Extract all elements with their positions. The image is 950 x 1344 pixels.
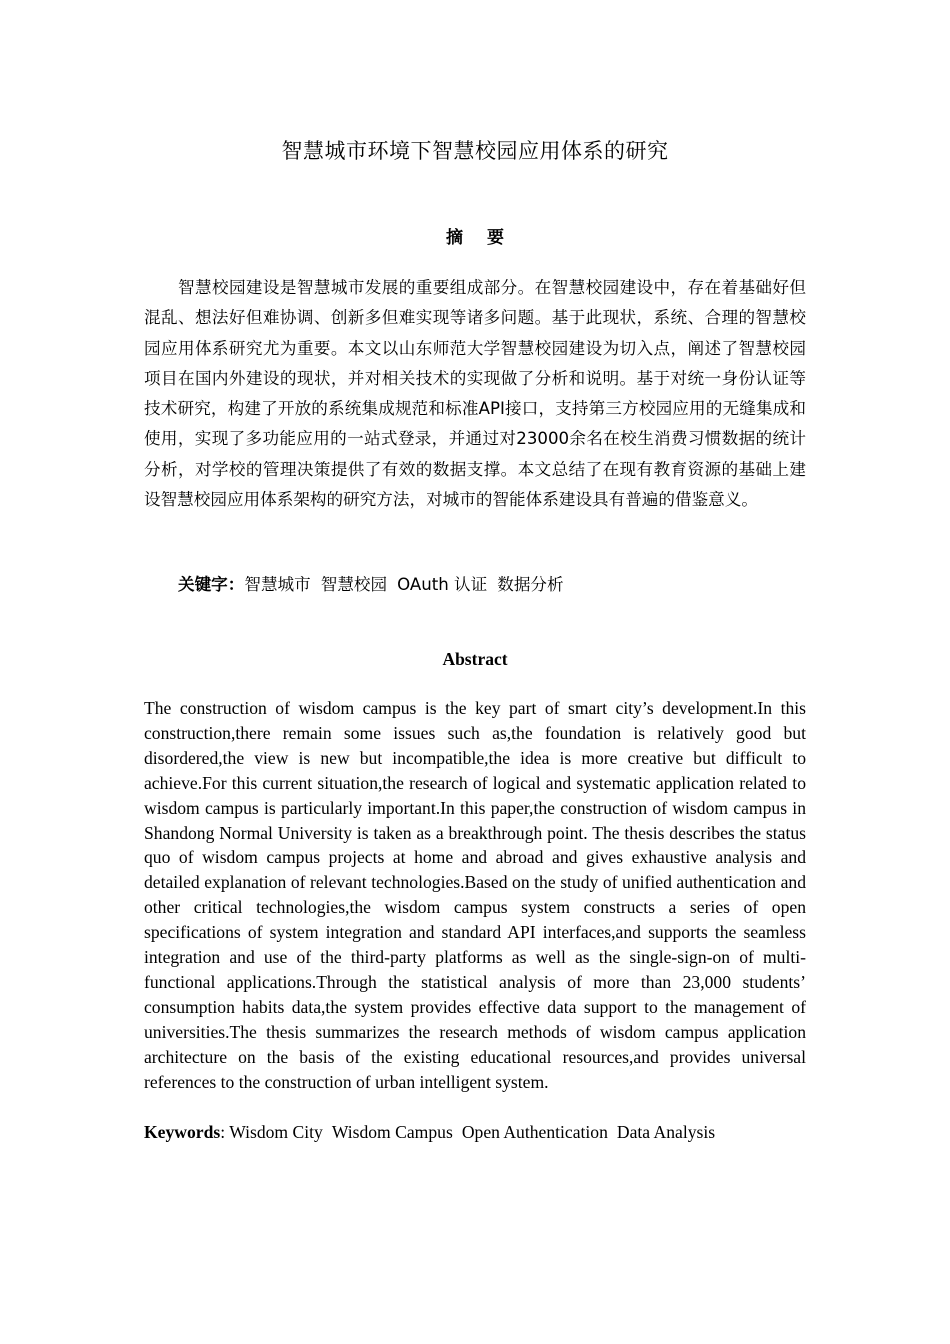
english-keywords-separator: : — [220, 1122, 230, 1142]
english-keyword: Wisdom Campus — [331, 1122, 453, 1142]
paper-title: 智慧城市环境下智慧校园应用体系的研究 — [281, 139, 669, 163]
english-abstract-heading: Abstract — [442, 649, 508, 669]
chinese-keyword: 智慧城市 — [244, 575, 311, 594]
chinese-keyword: 数据分析 — [497, 575, 564, 594]
chinese-keywords-label: 关键字： — [178, 575, 245, 594]
english-keyword: Open Authentication — [461, 1122, 608, 1142]
chinese-abstract-body: 智慧校园建设是智慧城市发展的重要组成部分。在智慧校园建设中，存在着基础好但混乱、想法好但难协调、创新多但难实现等诸多问题。基于此现状，系统、合理的智慧校园应用体系研究尤为重要。本文以山东师范大学智慧校园建设为切入点，阐述了智慧校园项目在国内外建设的现状，并对相关技术的实现做了分析和说明。基于对统一身份认证等技术研究，构建了开放的系统集成规范和标准API接口，支持第三方校园应用的无缝集成和使用，实现了多功能应用的一站式登录，并通过对23000余名在校生消费习惯数据的统计分析，对学校的管理决策提供了有效的数据支撑。本文总结了在现有教育资源的基础上建设智慧校园应用体系架构的研究方法，对城市的智能体系建设具有普遍的借鉴意义。 — [144, 278, 806, 510]
english-keywords — [144, 1120, 806, 1145]
english-abstract-body: The construction of wisdom campus is the key part of smart city’s development.In this construction,there remain some issues such as,the foundation is relatively good but disordered,the view is new but incompatible,the idea is more creative but difficult to achieve.For this current situation,the research of logical and systematic application related to wisdom campus is particularly important.In this paper,the construction of wisdom campus in Shandong Normal University is taken as a breakthrough point. The thesis describes the status quo of wisdom campus projects at home and abroad and gives exhaustive analysis and detailed explanation of relevant technologies.Based on the study of unified authentication and other critical technologies,the wisdom campus system constructs a series of open specifications of system integration and standard API interfaces,and supports the seamless integration and use of the third-party platforms as well as the single-sign-on of multi-functional applications.Through the statistical analysis of more than 23,000 students’ consumption habits data,the system provides effective data support to the management of universities.The thesis summarizes the research methods of wisdom campus application architecture on the basis of the existing educational resources,and provides universal references to the construction of urban intelligent system. — [144, 698, 806, 1092]
english-keyword: Data Analysis — [616, 1122, 716, 1142]
english-keywords-label: Keywords — [144, 1122, 221, 1142]
english-keyword: Wisdom City — [229, 1122, 323, 1142]
chinese-abstract-heading: 摘 要 — [446, 228, 513, 248]
chinese-keyword: 智慧校园 — [320, 575, 388, 594]
chinese-keywords — [178, 570, 818, 600]
chinese-keyword: OAuth 认证 — [397, 575, 488, 594]
